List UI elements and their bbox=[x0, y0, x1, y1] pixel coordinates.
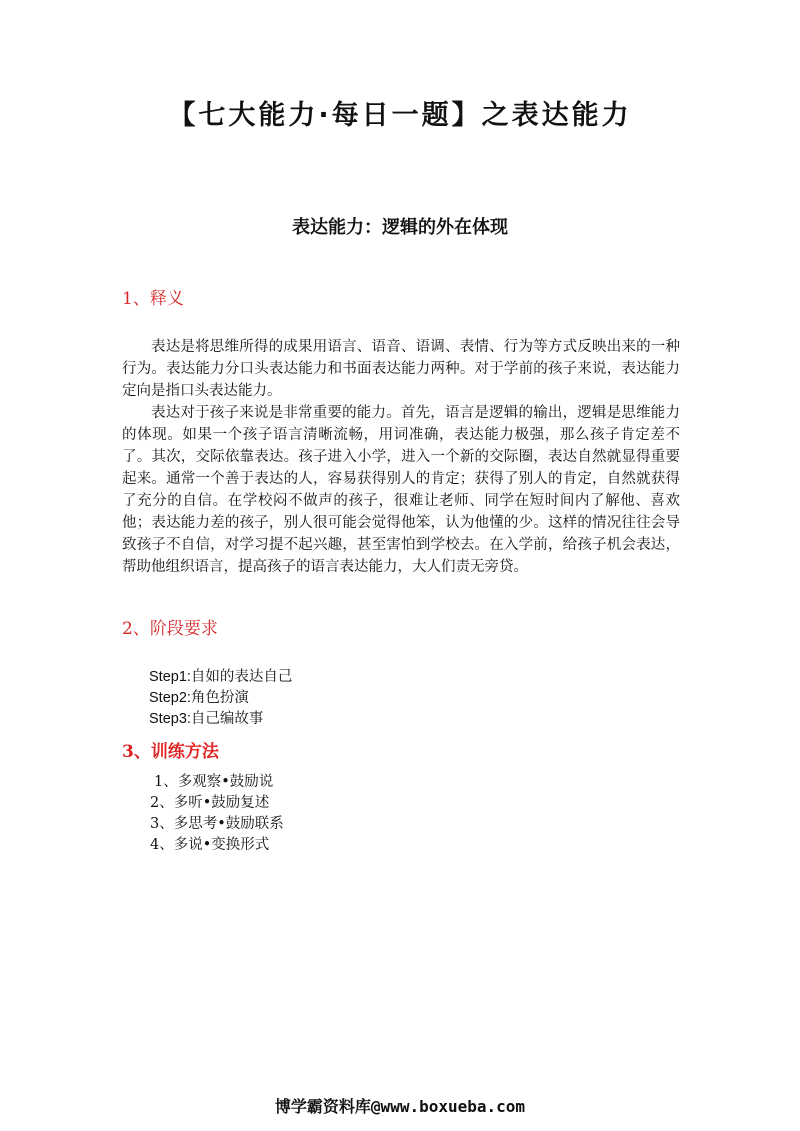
footer-watermark: 博学霸资料库@www.boxueba.com bbox=[274, 1097, 526, 1116]
stage-steps-list bbox=[149, 667, 292, 730]
training-methods-list bbox=[150, 772, 284, 856]
section-heading-stage-requirements: 2、阶段要求 bbox=[122, 619, 218, 639]
step-text: 角色扮演 bbox=[190, 690, 249, 706]
step-label: Step3: bbox=[149, 711, 191, 727]
list-item: 4、多说•变换形式 bbox=[150, 837, 270, 853]
definition-paragraph-1: 表达是将思维所得的成果用语言、语音、语调、表情、行为等方式反映出来的一种行为。表达能力分口头表达能力和书面表达能力两种。对于学前的孩子来说，表达能力定向是指口头表达能力。 bbox=[122, 339, 680, 399]
page-subtitle: 表达能力：逻辑的外在体现 bbox=[292, 217, 508, 238]
step-text: 自如的表达自己 bbox=[190, 669, 293, 685]
list-item: 3、多思考•鼓励联系 bbox=[150, 816, 284, 832]
page-title: 【七大能力·每日一题】之表达能力 bbox=[168, 100, 632, 131]
list-item bbox=[149, 667, 292, 688]
list-item: 1、多观察•鼓励说 bbox=[154, 774, 274, 790]
section-heading-training-methods: 3、训练方法 bbox=[122, 742, 219, 762]
list-item: 2、多听•鼓励复述 bbox=[150, 795, 270, 811]
list-item bbox=[149, 688, 292, 709]
section-heading-definition: 1、释义 bbox=[122, 289, 184, 309]
definition-paragraph-2: 表达对于孩子来说是非常重要的能力。首先，语言是逻辑的输出，逻辑是思维能力的体现。如果一个孩子语言清晰流畅，用词准确，表达能力极强，那么孩子肯定差不了。其次，交际依靠表达。孩子进入小学，进入一个新的交际圈，表达自然就显得重要起来。通常一个善于表达的人，容易获得别人的肯定；获得了别人的肯定，自然就获得了充分的自信。在学校闷不做声的孩子，很难让老师、同学在短时间内了解他、喜欢他；表达能力差的孩子，别人很可能会觉得他笨，认为他懂的少。这样的情况往往会导致孩子不自信，对学习提不起兴趣，甚至害怕到学校去。在入学前，给孩子机会表达，帮助他组织语言，提高孩子的语言表达能力，大人们责无旁贷。 bbox=[122, 405, 680, 575]
step-text: 自己编故事 bbox=[190, 711, 264, 727]
step-label: Step1: bbox=[149, 669, 191, 685]
list-item bbox=[149, 709, 292, 730]
step-label: Step2: bbox=[149, 690, 191, 706]
